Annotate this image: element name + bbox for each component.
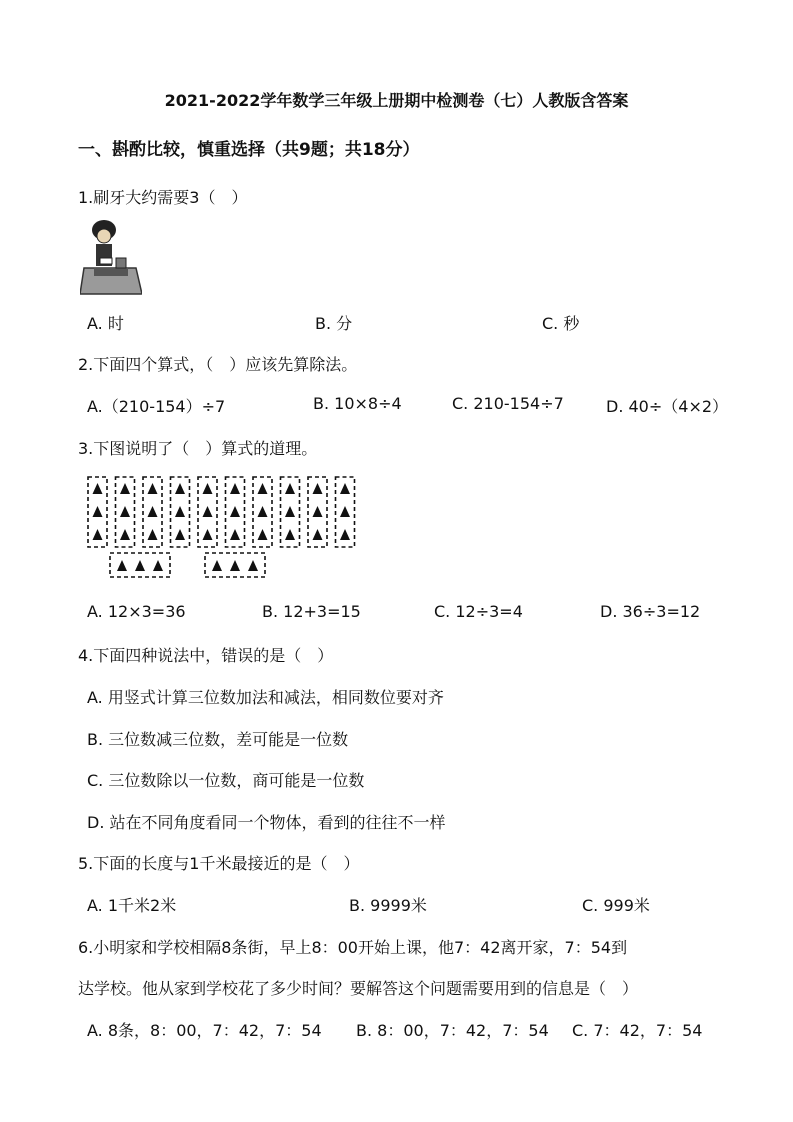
triangle-mark: [313, 506, 323, 517]
triangle-mark: [153, 560, 163, 571]
question-5-option-b[interactable]: B. 9999米: [349, 896, 427, 915]
triangle-mark: [313, 529, 323, 540]
triangle-mark: [203, 506, 213, 517]
triangle-mark: [117, 560, 127, 571]
triangle-mark: [203, 483, 213, 494]
question-5-stem: 5.下面的长度与1千米最接近的是（ ）: [78, 854, 360, 873]
question-3-option-b[interactable]: B. 12+3=15: [262, 602, 361, 621]
triangle-mark: [93, 506, 103, 517]
question-2-option-b[interactable]: B. 10×8÷4: [313, 394, 402, 413]
question-1-stem: 1.刷牙大约需要3（ ）: [78, 188, 248, 207]
question-6-stem-line2: 达学校。他从家到学校花了多少时间？要解答这个问题需要用到的信息是（ ）: [78, 979, 639, 998]
question-5-option-a[interactable]: A. 1千米2米: [87, 896, 177, 915]
triangle-mark: [175, 483, 185, 494]
question-1-option-b[interactable]: B. 分: [315, 314, 353, 333]
triangle-mark: [148, 483, 158, 494]
question-5-option-c[interactable]: C. 999米: [582, 896, 650, 915]
question-4-option-d[interactable]: D. 站在不同角度看同一个物体，看到的往往不一样: [87, 813, 446, 832]
triangle-mark: [148, 529, 158, 540]
question-2-option-c[interactable]: C. 210-154÷7: [452, 394, 564, 413]
triangle-mark: [258, 506, 268, 517]
section-heading: 一、斟酌比较，慎重选择（共9题；共18分）: [78, 140, 420, 160]
question-1-option-a[interactable]: A. 时: [87, 314, 124, 333]
triangle-mark: [340, 506, 350, 517]
question-4-stem: 4.下面四种说法中，错误的是（ ）: [78, 646, 334, 665]
question-2-option-a[interactable]: A.（210-154）÷7: [87, 397, 226, 416]
question-4-option-c[interactable]: C. 三位数除以一位数，商可能是一位数: [87, 771, 365, 790]
triangle-mark: [120, 529, 130, 540]
triangle-mark: [93, 483, 103, 494]
triangle-mark: [120, 483, 130, 494]
question-4-option-a[interactable]: A. 用竖式计算三位数加法和减法，相同数位要对齐: [87, 688, 444, 707]
triangle-mark: [285, 529, 295, 540]
triangle-mark: [340, 483, 350, 494]
triangle-mark: [212, 560, 222, 571]
triangle-mark: [230, 529, 240, 540]
question-3-stem: 3.下图说明了（ ）算式的道理。: [78, 439, 318, 458]
triangle-mark: [313, 483, 323, 494]
triangle-mark: [258, 483, 268, 494]
triangle-mark: [148, 506, 158, 517]
question-6-stem-line1: 6.小明家和学校相隔8条街，早上8：00开始上课，他7：42离开家，7：54到: [78, 938, 628, 957]
triangle-mark: [230, 506, 240, 517]
triangle-mark: [340, 529, 350, 540]
triangle-mark: [230, 483, 240, 494]
triangle-mark: [120, 506, 130, 517]
triangle-mark: [135, 560, 145, 571]
question-2-option-d[interactable]: D. 40÷（4×2）: [606, 397, 729, 416]
triangle-mark: [285, 483, 295, 494]
triangle-mark: [203, 529, 213, 540]
triangle-groups-figure: [85, 475, 365, 580]
question-2-stem: 2.下面四个算式，（ ）应该先算除法。: [78, 355, 358, 374]
question-6-option-c[interactable]: C. 7：42，7：54: [572, 1021, 703, 1040]
question-3-option-a[interactable]: A. 12×3=36: [87, 602, 186, 621]
triangle-mark: [285, 506, 295, 517]
question-3-option-d[interactable]: D. 36÷3=12: [600, 602, 701, 621]
triangle-mark: [175, 506, 185, 517]
tooth-brushing-figure-icon: [80, 218, 142, 296]
triangle-mark: [93, 529, 103, 540]
question-3-option-c[interactable]: C. 12÷3=4: [434, 602, 523, 621]
triangle-mark: [230, 560, 240, 571]
question-6-option-b[interactable]: B. 8：00，7：42，7：54: [356, 1021, 549, 1040]
question-1-option-c[interactable]: C. 秒: [542, 314, 580, 333]
triangle-mark: [248, 560, 258, 571]
question-6-option-a[interactable]: A. 8条，8：00，7：42，7：54: [87, 1021, 322, 1040]
page-title: 2021-2022学年数学三年级上册期中检测卷（七）人教版含答案: [164, 91, 629, 110]
triangle-mark: [258, 529, 268, 540]
question-4-option-b[interactable]: B. 三位数减三位数，差可能是一位数: [87, 730, 349, 749]
triangle-mark: [175, 529, 185, 540]
